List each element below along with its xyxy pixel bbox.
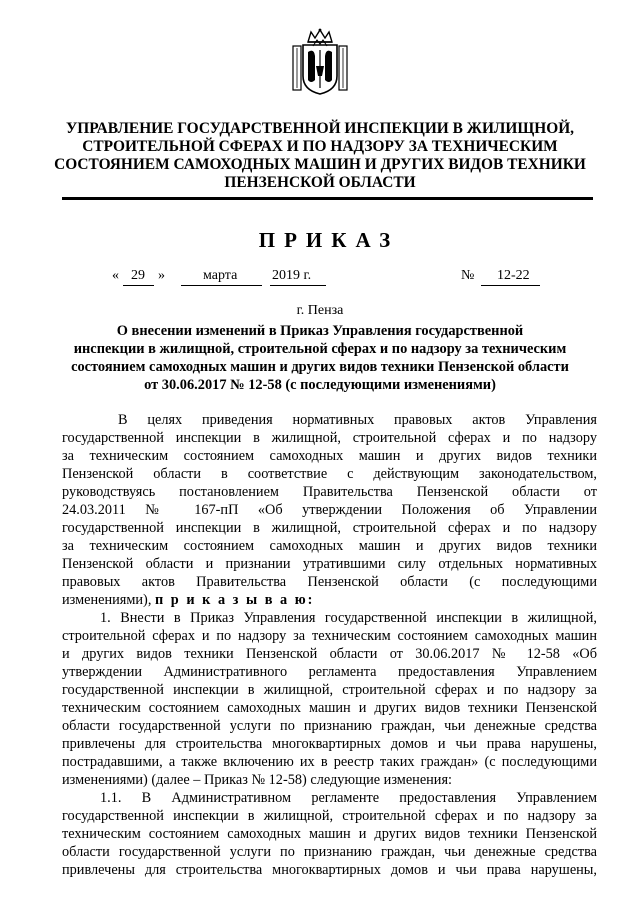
organization-name xyxy=(40,120,600,192)
body-line: правовых актов Правительства Пензенской области (с последующими xyxy=(62,574,597,590)
body-line: привлечены для строительства многоквартирных домов и чьи права нарушены, xyxy=(62,736,597,752)
number-sign: № xyxy=(461,268,475,283)
number-underline xyxy=(481,285,540,286)
body-line: руководствуясь постановлением Правительства Пензенской области от xyxy=(62,484,597,500)
subject-line: О внесении изменений в Приказ Управления государственной xyxy=(116,323,524,339)
body-line: за техническим состоянием самоходных машин и других видов техники xyxy=(62,538,597,554)
body-line: пострадавшими, а также включению их в реестр таких граждан» (с последующими xyxy=(62,754,597,770)
date-year: 2019 г. xyxy=(272,268,312,283)
subject-line: состоянием самоходных машин и других видов техники Пензенской области xyxy=(71,359,569,375)
document-number: 12-22 xyxy=(497,268,530,283)
body-line: за техническим состоянием самоходных машин и других видов техники xyxy=(62,448,597,464)
body-line: государственной инспекции в жилищной, строительной сферах и по надзору xyxy=(62,520,597,536)
body-line: государственной инспекции в жилищной, строительной сферах и по надзору за xyxy=(62,808,597,824)
body-line: области государственной услуги по признанию граждан, чьи денежные средства xyxy=(62,718,597,734)
document-body xyxy=(62,411,597,879)
month-underline xyxy=(181,285,262,286)
body-line: строительной сферах и по надзору за техническим состоянием самоходных машин xyxy=(62,628,597,644)
date-month: марта xyxy=(203,268,238,283)
document-title: ПРИКАЗ xyxy=(258,228,400,252)
subject-line: от 30.06.2017 № 12-58 (с последующими изменениями) xyxy=(144,377,496,393)
penza-coat-of-arms-icon xyxy=(291,28,349,96)
body-line: Пензенской области и признании утратившими силу отдельных нормативных xyxy=(62,556,597,572)
body-line: В целях приведения нормативных правовых актов Управления xyxy=(118,412,597,428)
order-word: п р и к а з ы в а ю: xyxy=(154,592,315,608)
body-line: государственной инспекции в жилищной, строительной сферах и по надзору за xyxy=(62,682,597,698)
body-line: изменениями) (далее – Приказ № 12-58) следующие изменения: xyxy=(62,772,453,788)
body-line: и других видов техники Пензенской области от 30.06.2017 № 12-58 «Об xyxy=(62,646,597,662)
body-line: техническим состоянием самоходных машин и других видов техники Пензенской xyxy=(62,700,597,716)
org-line: СОСТОЯНИЕМ САМОХОДНЫХ МАШИН И ДРУГИХ ВИДОВ ТЕХНИКИ xyxy=(54,156,586,173)
body-line: государственной инспекции в жилищной, строительной сферах и по надзору xyxy=(62,430,597,446)
body-line: привлечены для строительства многоквартирных домов и чьи права нарушены, xyxy=(62,862,597,878)
year-underline xyxy=(270,285,326,286)
date-day: 29 xyxy=(131,268,145,283)
city: г. Пенза xyxy=(296,303,344,318)
subject-line: инспекции в жилищной, строительной сферах и по надзору за техническим xyxy=(73,341,567,357)
body-line: области государственной услуги по признанию граждан, чьи денежные средства xyxy=(62,844,597,860)
body-line: утверждении Административного регламента предоставления Управлением xyxy=(62,664,597,680)
org-line: УПРАВЛЕНИЕ ГОСУДАРСТВЕННОЙ ИНСПЕКЦИИ В ЖИЛИЩНОЙ, xyxy=(65,120,575,137)
org-line: СТРОИТЕЛЬНОЙ СФЕРАХ И ПО НАДЗОРУ ЗА ТЕХНИЧЕСКИМ xyxy=(82,138,558,155)
body-line: техническим состоянием самоходных машин и других видов техники Пензенской xyxy=(62,826,597,842)
body-line: Пензенской области в соответствие с действующим законодательством, xyxy=(62,466,597,482)
day-underline xyxy=(123,285,154,286)
body-line: 1.1. В Административном регламенте предоставления Управлением xyxy=(100,790,597,806)
date-close-quote: » xyxy=(158,268,165,283)
header-divider xyxy=(62,197,593,200)
body-line: 24.03.2011 № 167-пП «Об утверждении Положения об Управлении xyxy=(62,502,597,518)
org-line: ПЕНЗЕНСКОЙ ОБЛАСТИ xyxy=(224,174,416,191)
document-subject xyxy=(52,322,588,394)
date-open-quote: « xyxy=(112,268,119,283)
body-line: 1. Внести в Приказ Управления государственной инспекции в жилищной, xyxy=(100,610,597,626)
body-line-with-order xyxy=(62,591,597,609)
body-line: изменениями), xyxy=(62,592,152,608)
